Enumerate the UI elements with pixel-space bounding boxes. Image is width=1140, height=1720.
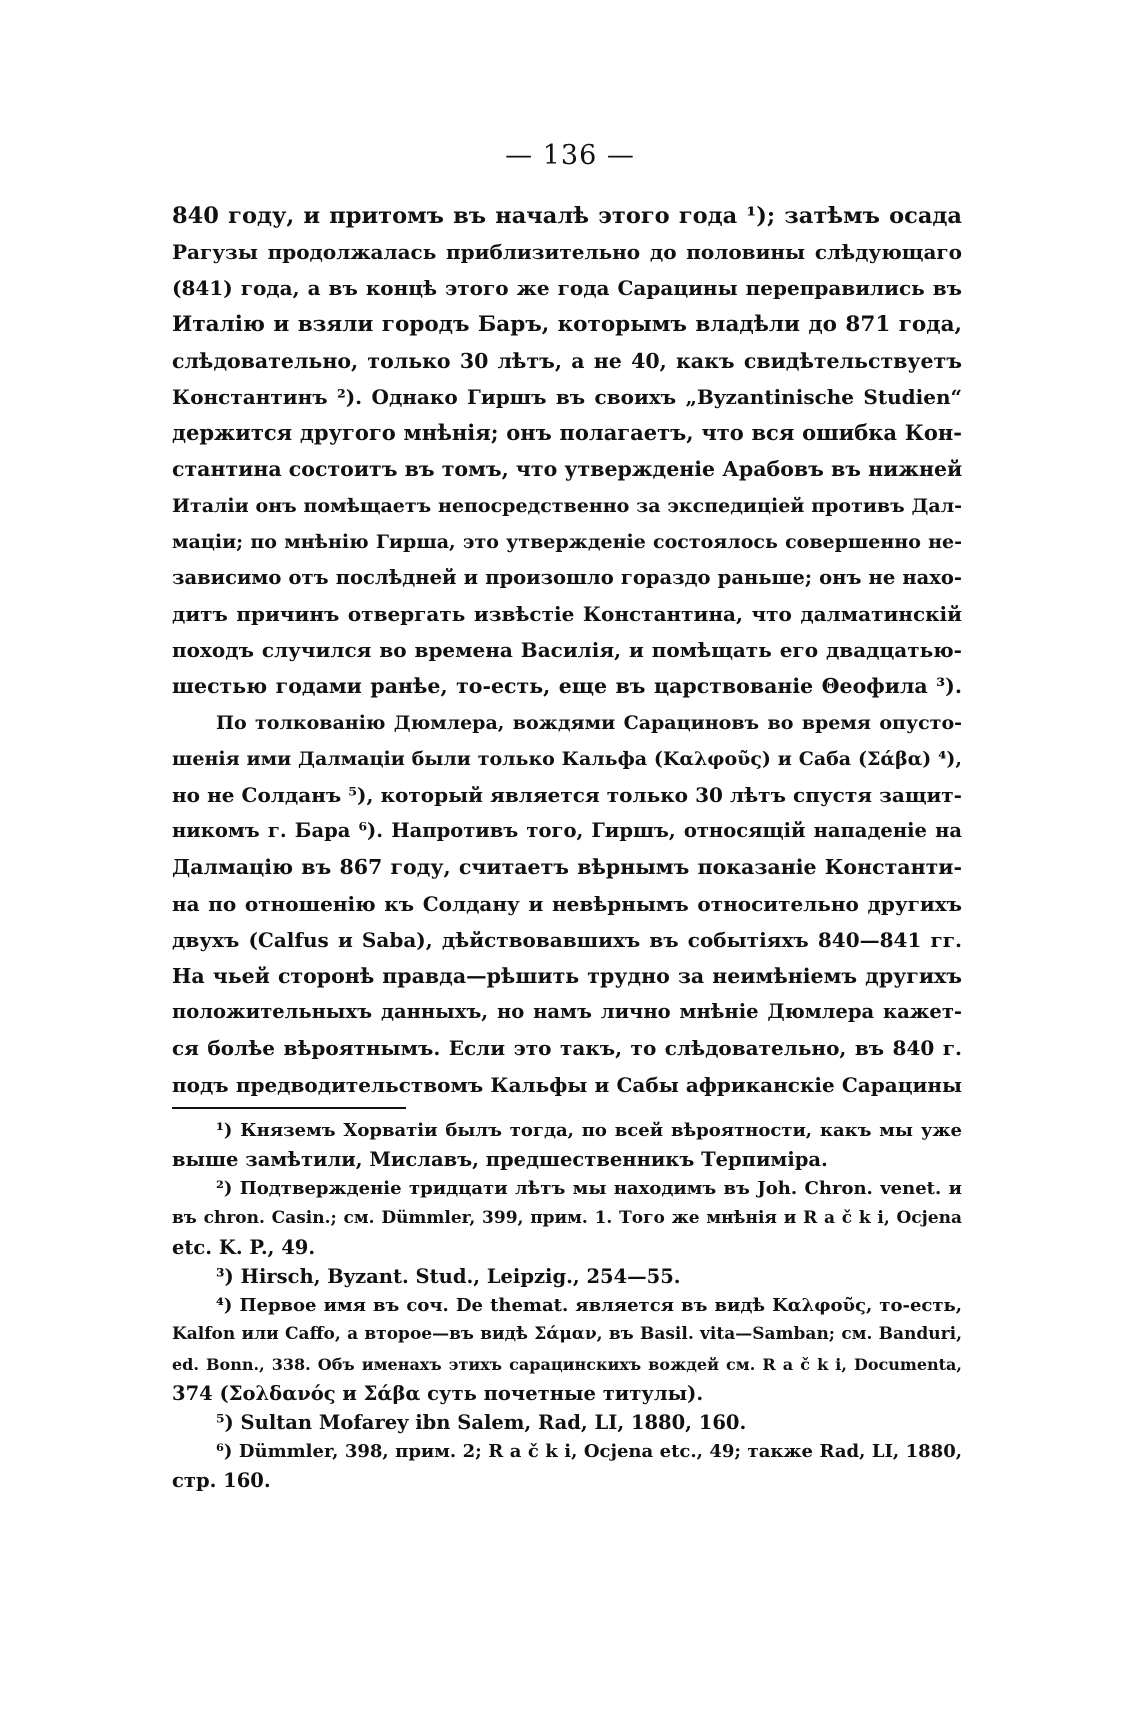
footnote-line: ³) Hirsch, Byzant. Stud., Leipzig., 254—55.: [216, 1264, 681, 1288]
footnote-line: ⁶) Dümmler, 398, прим. 2; R a č k i, Ocjena etc., 49; также Rad, LI, 1880,: [216, 1441, 962, 1463]
footnote-line: Kalfon или Caffo, а второе—въ видѣ Σάμαν, въ Basil. vita—Samban; см. Banduri,: [172, 1324, 962, 1345]
text-line: на по отношенію къ Солдану и невѣрнымъ относительно другихъ: [172, 891, 962, 916]
text-line: 840 году, и притомъ въ началѣ этого года ¹); затѣмъ осада: [172, 203, 962, 229]
footnote-line: etc. K. P., 49.: [172, 1235, 316, 1259]
text-line: Рагузы продолжалась приблизительно до половины слѣдующаго: [172, 240, 962, 265]
footnote-line: ⁵) Sultan Mofarey ibn Salem, Rad, LI, 1880, 160.: [216, 1410, 747, 1434]
text-line: двухъ (Calfus и Saba), дѣйствовавшихъ въ событіяхъ 840—841 гг.: [172, 927, 962, 952]
footnote-line: ²) Подтвержденіе тридцати лѣтъ мы находимъ въ Joh. Chron. venet. и: [216, 1178, 962, 1200]
text-line: маціи; по мнѣнію Гирша, это утвержденіе состоялось совершенно не-: [172, 530, 962, 553]
footnotes: [172, 1116, 962, 1495]
text-line: ся болѣе вѣроятнымъ. Если это такъ, то слѣдовательно, въ 840 г.: [172, 1036, 962, 1061]
text-line: На чьей сторонѣ правда—рѣшить трудно за неимѣніемъ другихъ: [172, 963, 962, 988]
footnote-line: ¹) Княземъ Хорватіи былъ тогда, по всей вѣроятности, какъ мы уже: [216, 1120, 962, 1141]
footnote-line: стр. 160.: [172, 1469, 271, 1493]
text-line: стантина состоитъ въ томъ, что утвержденіе Арабовъ въ нижней: [172, 457, 962, 482]
footnote-line: 374 (Σολδανός и Σάβα суть почетные титулы).: [172, 1381, 704, 1405]
text-line: держится другого мнѣнія; онъ полагаетъ, что вся ошибка Кон-: [172, 420, 962, 446]
text-line: шестью годами ранѣе, то-есть, еще въ царствованіе Θеофила ³).: [172, 674, 962, 699]
text-line: Константинъ ²). Однако Гиршъ въ своихъ „Byzantinische Studien“: [172, 384, 962, 409]
text-line: шенія ими Далмаціи были только Кальфа (Καλφοῦς) и Саба (Σάβα) ⁴),: [172, 747, 962, 770]
text-line: никомъ г. Бара ⁶). Напротивъ того, Гиршъ, относящій нападеніе на: [172, 819, 962, 843]
footnote-line: въ chron. Casin.; см. Dümmler, 399, прим. 1. Того же мнѣнія и R a č k i, Ocjena: [172, 1207, 962, 1228]
text-line: Италіи онъ помѣщаетъ непосредственно за экспедиціей противъ Дал-: [172, 494, 962, 517]
text-line: подъ предводительствомъ Кальфы и Сабы африканскіе Сарацины: [172, 1072, 962, 1097]
footnote-line: ⁴) Первое имя въ соч. De themat. является въ видѣ Καλφοῦς, то-есть,: [216, 1295, 962, 1317]
text-line: положительныхъ данныхъ, но намъ лично мнѣніе Дюмлера кажет-: [172, 1000, 962, 1024]
footnote-divider: [172, 1107, 406, 1109]
text-line: дитъ причинъ отвергать извѣстіе Константина, что далматинскій: [172, 602, 962, 627]
text-line: Далмацію въ 867 году, считаетъ вѣрнымъ показаніе Константи-: [172, 855, 962, 880]
text-line: (841) года, а въ концѣ этого же года Сарацины переправились въ: [172, 276, 962, 301]
text-line: слѣдовательно, только 30 лѣтъ, а не 40, какъ свидѣтельствуетъ: [172, 348, 962, 373]
text-line: походъ случился во времена Василія, и помѣщать его двадцатью-: [172, 638, 962, 663]
text-line: но не Солданъ ⁵), который является только 30 лѣтъ спустя защит-: [172, 783, 962, 807]
text-line: Италію и взяли городъ Баръ, которымъ владѣли до 871 года,: [172, 311, 962, 337]
page-number: — 136 —: [505, 140, 635, 171]
footnote-line: выше замѣтили, Миславъ, предшественникъ Терпиміра.: [172, 1148, 828, 1172]
main-text: [172, 198, 962, 1103]
footnote-line: ed. Bonn., 338. Объ именахъ этихъ сарацинскихъ вождей см. R a č k i, Documenta,: [172, 1354, 962, 1374]
text-line-paragraph-start: По толкованію Дюмлера, вождями Сарациновъ во время опусто-: [216, 711, 962, 734]
text-line: зависимо отъ послѣдней и произошло гораздо раньше; онъ не нахо-: [172, 565, 962, 589]
